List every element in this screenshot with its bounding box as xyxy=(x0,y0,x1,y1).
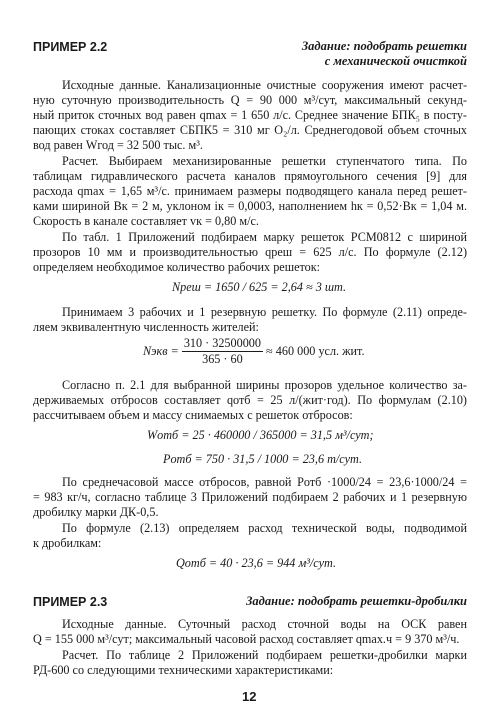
equation-w-otb: Wотб = 25 · 460000 / 365000 = 31,5 м³/сут; xyxy=(147,428,374,442)
example-2-2-task-line-1: Задание: подобрать решетки xyxy=(301,39,467,53)
paragraph-line: к дробилкам: xyxy=(33,536,102,550)
example-2-3-task: Задание: подобрать решетки-дробилки xyxy=(246,594,467,608)
paragraph-line: ную суточную производительность Q = 90 000 м³/сут, максимальный секунд- xyxy=(33,93,467,107)
fraction-numerator: 310 · 32500000 xyxy=(183,336,261,350)
paragraph-line: Q = 155 000 м³/сут; максимальный часовой расход составляет qmax.ч = 9 370 м³/ч. xyxy=(33,632,460,646)
paragraph-line: определяем необходимое количество рабочих решеток: xyxy=(33,260,321,274)
paragraph-line: расхода qmax = 1,65 м³/с. принимаем размеры подводящего канала перед решет- xyxy=(33,184,467,198)
paragraph-line: Исходные данные. Канализационные очистные сооружения имеют расчет- xyxy=(62,78,467,92)
equation-n-reshetok: Nреш = 1650 / 625 = 2,64 ≈ 3 шт. xyxy=(172,280,347,294)
equation-lhs: Nэкв = xyxy=(143,344,179,358)
example-2-2-title: ПРИМЕР 2.2 xyxy=(33,40,108,54)
paragraph-line: Принимаем 3 рабочих и 1 резервную решетку. По формуле (2.11) опреде- xyxy=(62,305,467,319)
equation-rhs: ≈ 460 000 усл. жит. xyxy=(266,344,365,358)
paragraph-line: ляем эквивалентную численность жителей: xyxy=(33,320,259,334)
paragraph-line: По табл. 1 Приложений подбираем марку решеток РСМ0812 с шириной xyxy=(62,230,467,244)
paragraph-line: ный приток сточных вод равен qmax = 1 650 л/с. Среднее значение БПК₅ в посту- xyxy=(33,108,467,122)
paragraph-line: По среднечасовой массе отбросов, равной Pотб ·1000/24 = 23,6·1000/24 = xyxy=(62,475,467,489)
example-2-2-task-line-2: с механической очисткой xyxy=(324,54,467,68)
paragraph-line: По формуле (2.13) определяем расход технической воды, подводимой xyxy=(62,521,467,535)
paragraph-line: Согласно п. 2.1 для выбранной ширины прозоров удельное количество за- xyxy=(62,378,467,392)
equation-q-otb: Qотб = 40 · 23,6 = 944 м³/сут. xyxy=(176,556,336,570)
example-2-3-title: ПРИМЕР 2.3 xyxy=(33,595,108,609)
page-number: 12 xyxy=(242,689,257,704)
paragraph-line: РД-600 со следующими техническими характеристиками: xyxy=(33,663,334,677)
equation-p-otb: Pотб = 750 · 31,5 / 1000 = 23,6 т/сут. xyxy=(163,452,363,466)
paragraph-line: Расчет. Выбираем механизированные решетки ступенчатого типа. По xyxy=(62,154,467,168)
paragraph-line: Исходные данные. Суточный расход сточной воды на ОСК равен xyxy=(62,617,467,631)
paragraph-line: Скорость в канале составляет vк = 0,80 м/с. xyxy=(33,214,259,228)
paragraph-line: пающих стоках составляет CБПК5 = 310 мг O₂/л. Среднегодовой объем сточных xyxy=(33,123,467,137)
paragraph-line: прозоров 10 мм и производительностью qреш = 625 л/с. По формуле (2.12) xyxy=(33,245,467,259)
paragraph-line: = 983 кг/ч, согласно таблице 3 Приложений подбираем 2 рабочих и 1 резервную xyxy=(33,490,467,504)
paragraph-line: держиваемых отбросов составляет qотб = 25 л/(жит·год). По формулам (2.10) xyxy=(33,393,467,407)
paragraph-line: дробилку марки ДК-0,5. xyxy=(33,505,159,519)
paragraph-line: рассчитываем объем и массу снимаемых с решеток отбросов: xyxy=(33,408,353,422)
fraction-denominator: 365 · 60 xyxy=(202,352,243,366)
equation-n-ekv xyxy=(143,336,365,367)
paragraph-line: вод равен Wгод = 32 500 тыс. м³. xyxy=(33,138,203,152)
paragraph-line: ками шириной Bк = 2 м, уклоном iк = 0,0003, наполнением hк = 0,52·Bк = 1,04 м. xyxy=(33,199,467,213)
fraction xyxy=(182,336,263,367)
paragraph-line: таблицам гидравлического расчета каналов прямоугольного сечения [9] для xyxy=(33,169,467,183)
paragraph-line: Расчет. По таблице 2 Приложений подбираем решетки-дробилки марки xyxy=(62,648,467,662)
